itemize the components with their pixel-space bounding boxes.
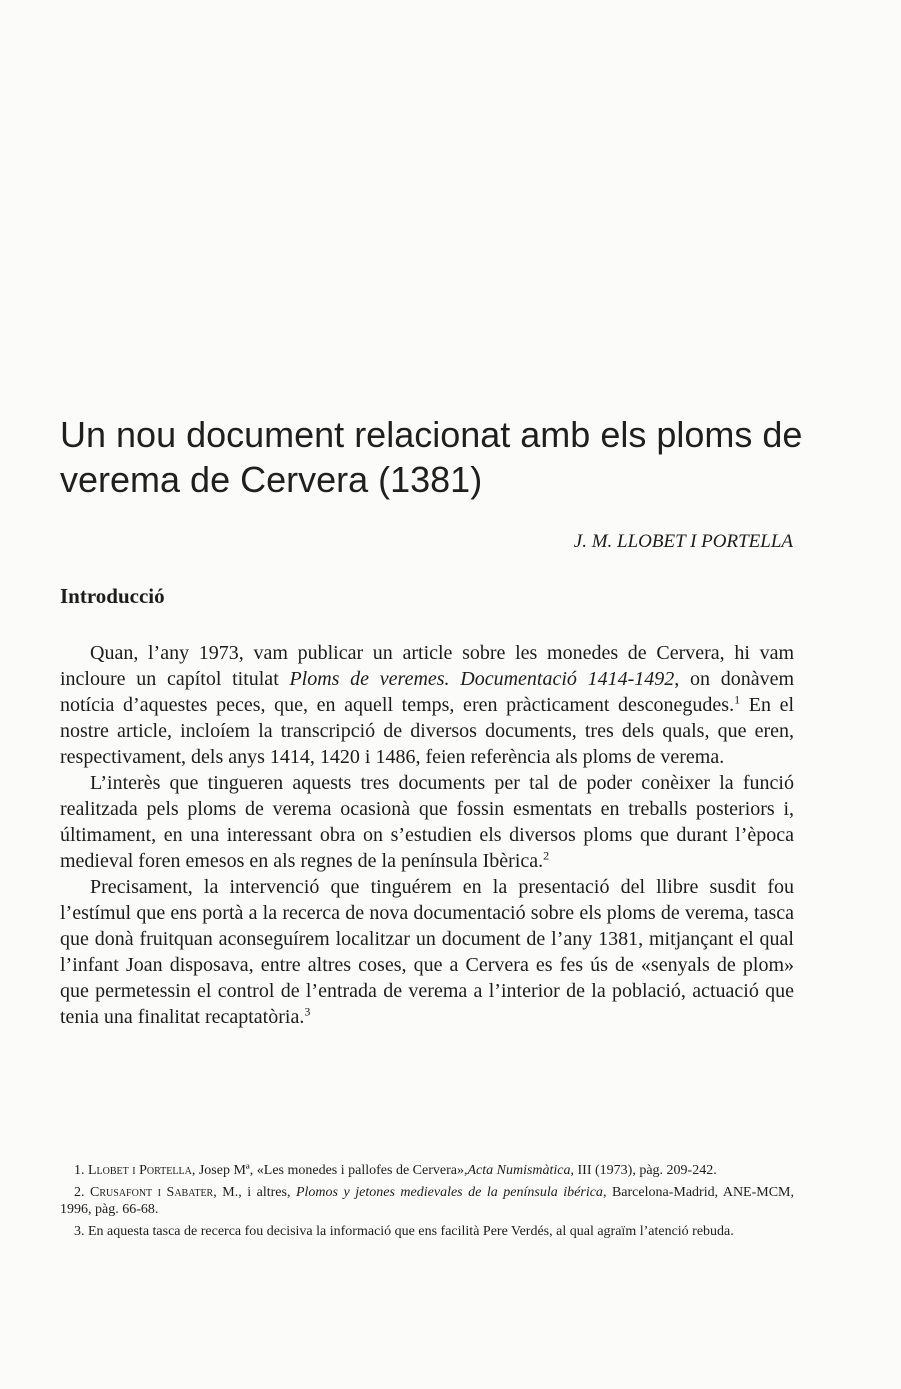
footnote-text: En aquesta tasca de recerca fou decisiva la informació que ens facilità Pere Verdés, al qual agraïm l’atenció rebuda. bbox=[88, 1224, 734, 1239]
footnote-cited-title: Acta Numismàtica bbox=[467, 1163, 571, 1178]
footnote-number: 2. bbox=[74, 1185, 85, 1200]
article-body bbox=[60, 640, 794, 1030]
footnote-text: , Barcelona-Madrid, ANE-MCM, 1996, pàg. 66-68. bbox=[60, 1185, 795, 1217]
footnote-text: , Josep Mª, «Les monedes i pallofes de Cervera», bbox=[191, 1163, 468, 1178]
footnote-ref: 2 bbox=[543, 848, 550, 863]
paragraph-1 bbox=[60, 640, 794, 770]
footnote-cited-title: Plomos y jetones medievales de la península ibérica bbox=[295, 1185, 603, 1200]
paragraph-text: L’interès que tingueren aquests tres documents per tal de poder conèixer la funció realitzada pels ploms de verema ocasionà que fossin esmentats en treballs posteriors i, últimament, en una interessant obra on s’estudien els diversos ploms que durant l’època medieval foren emesos en als regnes de la península Ibèrica. bbox=[60, 772, 794, 872]
footnote-number: 1. bbox=[74, 1163, 85, 1178]
paragraph-text: En el nostre article, incloíem la transcripció de diversos documents, tres dels quals, que eren, respectivament, dels anys 1414, 1420 i 1486, feien referència als ploms de verema. bbox=[60, 694, 795, 768]
paragraph-text: Quan, l’any 1973, vam publicar un article sobre les monedes de Cervera, hi vam incloure un capítol titulat bbox=[60, 642, 794, 690]
footnote-author: Crusafont i Sabater bbox=[90, 1185, 214, 1200]
paragraph-3 bbox=[60, 874, 794, 1030]
paragraph-2 bbox=[60, 770, 794, 874]
footnote-number: 3. bbox=[74, 1224, 85, 1239]
paragraph-text: Precisament, la intervenció que tinguérem en la presentació del llibre susdit fou l’estímul que ens portà a la recerca de nova documentació sobre els ploms de verema, tasca que donà fruitquan aconseguírem localitzar un document de l’any 1381, mitjançant el qual l’infant Joan disposava, entre altres coses, que a Cervera es fes ús de «senyals de plom» que permetessin el control de l’entrada de verema a l’interior de la població, actuació que tenia una finalitat recaptatòria. bbox=[60, 876, 794, 1028]
footnotes bbox=[60, 1162, 794, 1245]
paragraph-text: , on donàvem notícia d’aquestes peces, que, en aquell temps, eren pràcticament desconegudes. bbox=[60, 668, 794, 716]
cited-title: Ploms de veremes. Documentació 1414-1492 bbox=[289, 668, 675, 690]
footnote-2 bbox=[60, 1184, 794, 1218]
footnote-author: Llobet i Portella bbox=[88, 1163, 192, 1178]
footnote-3 bbox=[60, 1223, 794, 1240]
footnote-ref: 1 bbox=[734, 692, 741, 707]
footnote-1 bbox=[60, 1162, 794, 1179]
footnote-ref: 3 bbox=[304, 1004, 311, 1019]
footnote-text: , III (1973), pàg. 209-242. bbox=[570, 1163, 717, 1178]
footnote-text: , M., i altres, bbox=[213, 1185, 296, 1200]
article-title: Un nou document relacionat amb els ploms de verema de Cervera (1381) bbox=[60, 414, 803, 500]
section-heading: Introducció bbox=[60, 584, 165, 608]
article-author: J. M. LLOBET I PORTELLA bbox=[573, 531, 793, 552]
